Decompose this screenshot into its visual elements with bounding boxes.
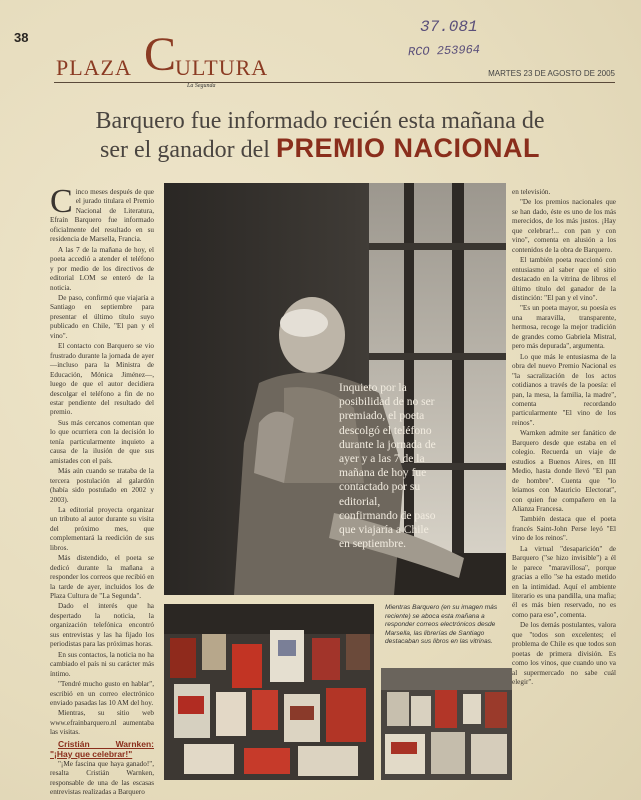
- bookstore-display-illustration: [381, 668, 512, 780]
- stamp-number: 37.081: [420, 18, 478, 36]
- article-column-right: [512, 188, 616, 778]
- paragraph: El también poeta reaccionó con entusiasmo al saber que el sitio destacado en la vitrina de libros el último título del ganador de la distinción: "El pan y el vino".: [512, 256, 616, 302]
- paragraph: [50, 183, 154, 245]
- masthead-rule: [54, 82, 615, 83]
- paragraph-text: inco meses después de que el jurado titulara el Premio Nacional de Literatura, Efraín Barquero fue informado oficialmente del resultado en su residencia de Marsella, Francia.: [50, 188, 154, 244]
- paragraph: Lo que más le entusiasma de la obra del nuevo Premio Nacional es "la sacralización de los actos cotidianos a través de la poesía: el pan, la mesa, la familia, la madre", comenta recordando particularmente "El vino de los reinos".: [512, 352, 616, 427]
- poet-photo: [164, 183, 506, 595]
- paragraph: Sus más cercanos comentan que lo que ocurriera con la decisión lo tenía particularmente inquieto a causa de la ilusión de que sus amistades con el país.: [50, 418, 154, 465]
- dateline: MARTES 23 DE AGOSTO DE 2005: [488, 69, 615, 78]
- masthead-plaza: PLAZA: [56, 55, 132, 80]
- bookstore-window-photo: [164, 604, 374, 780]
- paragraph: La editorial proyecta organizar un tributo al autor durante su visita del próximo mes, que complementará la reedición de sus libros.: [50, 505, 154, 552]
- paragraph: "Tendré mucho gusto en hablar", escribió en un correo electrónico enviado pasadas las 10 AM del hoy.: [50, 680, 154, 708]
- paragraph: También destaca que el poeta francés Saint-John Perse leyó "El vino de los reinos".: [512, 515, 616, 543]
- paragraph: A las 7 de la mañana de hoy, el poeta accedió a atender el teléfono y por medio de los directivos de editorial LOM se enteró de la noticia.: [50, 245, 154, 292]
- article-column-left: [50, 183, 154, 797]
- paragraph: "¡Me fascina que haya ganado!", resalta Cristián Warnken, responsable de una de las escasas entrevistas realizadas a Barquero: [50, 759, 154, 797]
- masthead-c-letter: C: [144, 28, 177, 81]
- paragraph: La virtual "desaparición" de Barquero ("se hizo invisible") a él le parece "maravillosa", porque gracias a ello "se ha estado metido en la intimidad. Aquí el ambiente literario es una pandilla, una mafia; él es más bien reservado, no es como para eso", comenta.: [512, 544, 616, 619]
- headline-line1: Barquero fue informado recién esta mañana de: [95, 108, 545, 134]
- paragraph: En sus contactos, la noticia no ha cambiado el país ni su carácter más íntimo.: [50, 650, 154, 678]
- bookstore-display-photo: [381, 668, 512, 780]
- paragraph: El contacto con Barquero se vio frustrado durante la jornada de ayer —incluso para la Ministra de Educación, Mónica Jiménez—, luego de que el autor decidiera descolgar el teléfono a fin de no estar pendiente del resultado del premio.: [50, 342, 154, 417]
- paragraph: en televisión.: [512, 188, 551, 196]
- section-subhead: Cristián Warnken: "¡Hay que celebrar!": [50, 738, 154, 759]
- paragraph: Dado el interés que ha despertado la noticia, la organización telefónica encontró sus entrevistas y las ha fijado los periodistas para las próximas horas.: [50, 602, 154, 649]
- paragraph: Más distendido, el poeta se dedicó durante la mañana a responder los correos que recibió en la tarde de ayer, incluidos los de Plaza Cultura de "La Segunda".: [50, 554, 154, 601]
- paragraph: De los demás postulantes, valora que "todos son excelentes; el problema de Chile es que todos son poetas de primera división. Es como los vinos, que cuando uno va al supermercado no sabe cuál elegir".: [512, 621, 616, 687]
- paragraph: Más aún cuando se trataba de la tercera postulación al galardón (había sido postulado en 2002 y 2003).: [50, 467, 154, 504]
- masthead-ultura: ULTURA: [175, 55, 269, 80]
- drop-cap: C: [50, 183, 73, 220]
- headline-line2-prefix: ser el ganador del: [100, 137, 270, 163]
- paragraph: "De los premios nacionales que se han dado, éste es uno de los más merecidos, de los más justos. ¡Hay que celebrar!... con pan y con vino", comenta en alusión a los contenidos de la obra de Barquero.: [512, 198, 616, 254]
- poet-photo-illustration: [164, 183, 506, 595]
- paragraph: De paso, confirmó que viajaría a Santiago en septiembre para presentar el último título suyo publicado en Chile, "El pan y el vino".: [50, 293, 154, 340]
- paragraph: Warnken admite ser fanático de Barquero desde que estaba en el colegio. Recuerda un viaje de estudios a Buenos Aires, en III Medio, hasta donde llevó "El pan de hombre". Cuenta que "lo leíamos con Mauricio Electorat", con quien fue compañero en la Alianza Francesa.: [512, 429, 616, 513]
- stamp-code: RCO 253964: [407, 42, 481, 60]
- photo-caption: Mientras Barquero (en su imagen más reciente) se aboca esta mañana a responder correos electrónicos desde Marsella, las librerías de Santiago destacaban sus libros en las vitrinas.: [385, 604, 498, 646]
- page-number: 38: [14, 30, 29, 45]
- paragraph: Mientras, su sitio web www.efrainbarquero.nl aumentaba las visitas.: [50, 709, 154, 737]
- masthead-subtitle: La Segunda: [187, 83, 216, 89]
- paragraph: "Es un poeta mayor, su poesía es una maravilla, transparente, hermosa, recoge la mejor tradición de grandes como Gabriela Mistral, pero más depurada", argumenta.: [512, 304, 616, 351]
- headline: [40, 108, 600, 164]
- pull-quote: Inquieto por la posibilidad de no ser premiado, el poeta descolgó el teléfono durante la jornada de ayer y a las 7 de la mañana de hoy fue contactado por su editorial, confirmando de paso que viajaría a Chile en septiembre.: [339, 382, 436, 551]
- headline-highlight: PREMIO NACIONAL: [275, 133, 540, 163]
- bookstore-window-illustration: [164, 604, 374, 780]
